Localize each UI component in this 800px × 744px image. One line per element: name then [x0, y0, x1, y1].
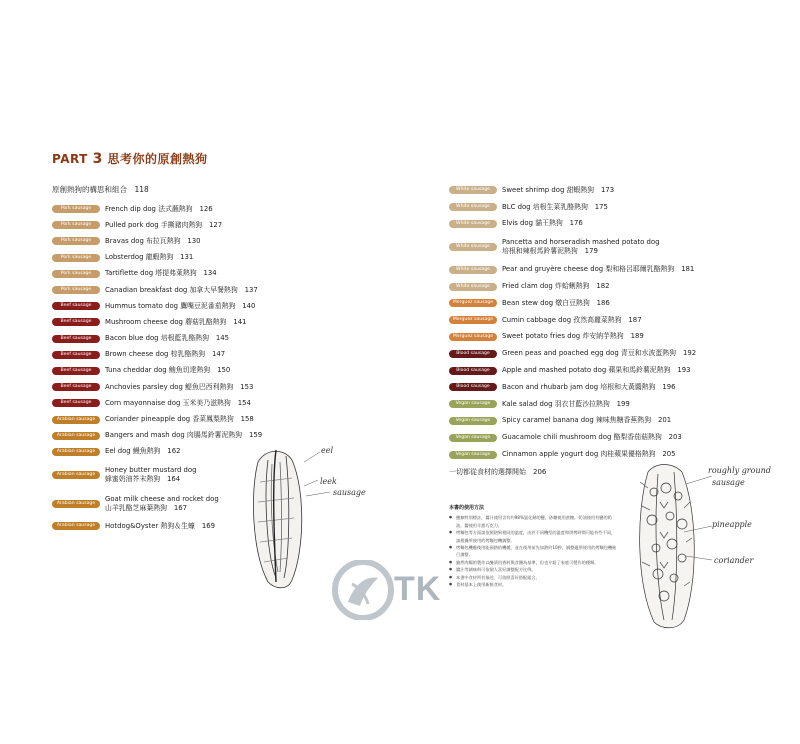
- sausage-badge: Beef sausage: [52, 367, 100, 375]
- toc-entry-text: Bean stew dog 燉白豆熱狗 186: [502, 298, 610, 307]
- toc-entry: [52, 282, 382, 298]
- toc-entry: [449, 396, 779, 413]
- note-item: ● 本書中食材所有描述，可依照喜好搭配組合。: [449, 574, 619, 581]
- sausage-badge: Merguez sausage: [449, 333, 497, 341]
- part-number: 3: [92, 151, 103, 167]
- toc-entry: [52, 411, 382, 427]
- toc-entry: [52, 298, 382, 314]
- notes-list: [449, 514, 619, 588]
- sausage-badge: Pork sausage: [52, 286, 100, 294]
- toc-entry-text: Fried clam dog 炸蛤蜊熱狗 182: [502, 282, 610, 291]
- sausage-badge: Arabian sausage: [52, 500, 100, 508]
- note-item: ● 烤麵包等方面請依照熱狗相同的溫度，由於不同機型的溫度和烘烤時間可能有些不同，請根據所使用的烤麵包機調整。: [449, 529, 619, 544]
- part-title: 思考你的原創熱狗: [107, 152, 208, 166]
- toc-entry-text: Canadian breakfast dog 加拿大早餐熱狗 137: [105, 285, 258, 294]
- toc-entry: [52, 233, 382, 249]
- toc-entry-text: Tartiflette dog 塔提弗萊熱狗 134: [105, 269, 217, 278]
- sausage-badge: Vegan sausage: [449, 400, 497, 408]
- toc-entry-text: Cumin cabbage dog 孜然高麗菜熱狗 187: [502, 315, 642, 324]
- sausage-badge: Arabian sausage: [52, 416, 100, 424]
- sausage-badge: Arabian sausage: [52, 432, 100, 440]
- page-title: [52, 150, 208, 167]
- watermark-text: TK: [394, 570, 442, 608]
- label-leek: leek: [320, 477, 337, 486]
- sausage-badge: Vegan sausage: [449, 417, 497, 425]
- sausage-badge: Pork sausage: [52, 270, 100, 278]
- toc-entry-text: Mushroom cheese dog 蘑菇乳酪熱狗 141: [105, 317, 247, 326]
- right-toc-column: [449, 182, 779, 463]
- toc-entry-text: Pulled pork dog 手撕豬肉熱狗 127: [105, 220, 223, 229]
- sausage-badge: Pork sausage: [52, 205, 100, 213]
- leader-lines: [302, 450, 332, 500]
- toc-entry-text: Hotdog&Oyster 熱狗＆生蠔 169: [105, 521, 215, 530]
- toc-entry: [449, 232, 779, 261]
- sausage-badge: Beef sausage: [52, 335, 100, 343]
- sausage-badge: Vegan sausage: [449, 451, 497, 459]
- usage-notes: [449, 505, 619, 588]
- sausage-badge: Beef sausage: [52, 383, 100, 391]
- toc-entry: [449, 329, 779, 346]
- part-label: PART: [52, 152, 88, 166]
- toc-entry-text: Cinnamon apple yogurt dog 肉桂蘋果優格熱狗 205: [502, 450, 676, 459]
- label-eel: eel: [321, 446, 334, 455]
- sausage-badge: White sausage: [449, 186, 497, 194]
- toc-entry-text: Green peas and poached egg dog 青豆和水波蛋熱狗 192: [502, 349, 697, 358]
- toc-entry: [449, 413, 779, 430]
- toc-entry: [52, 217, 382, 233]
- toc-entry-text: Guacamole chili mushroom dog 酪梨香茄菇熱狗 203: [502, 433, 682, 442]
- label-coriander: coriander: [714, 556, 754, 565]
- toc-entry-text: Anchovies parsley dog 鯷魚巴西利熱狗 153: [105, 382, 254, 391]
- toc-entry: [449, 216, 779, 233]
- toc-entry: [52, 518, 382, 534]
- toc-entry: [449, 345, 779, 362]
- toc-entry-text: French dip dog 法式蘸熱狗 126: [105, 204, 213, 213]
- toc-entry-text: Corn mayonnaise dog 玉米美乃滋熱狗 154: [105, 398, 251, 407]
- toc-entry-text: Bangers and mash dog 肉腸馬鈴薯泥熱狗 159: [105, 431, 263, 440]
- note-item: ● 雖然肉腸的製作以醃漬用香料與食鹽為基準，但也介紹了家庭可製作的種類。: [449, 559, 619, 566]
- sausage-badge: Vegan sausage: [449, 434, 497, 442]
- toc-entry-text: Tuna cheddar dog 鮪魚切達熱狗 150: [105, 366, 231, 375]
- toc-entry-text: Goat milk cheese and rocket dog 山羊乳酪芝麻葉熱狗 167: [105, 494, 219, 512]
- toc-entry-text: Brown cheese dog 棕乳酪熱狗 147: [105, 350, 226, 359]
- toc-entry-text: Eel dog 鰻魚熱狗 162: [105, 447, 181, 456]
- toc-entry-text: Bacon blue dog 培根藍乳酪熱狗 145: [105, 334, 230, 343]
- toc-entry: [449, 278, 779, 295]
- toc-entry-text: Sweet potato fries dog 炸安納芋熱狗 189: [502, 332, 644, 341]
- sausage-badge: Beef sausage: [52, 351, 100, 359]
- label-roughly-ground-sausage: sausage: [712, 478, 745, 487]
- sausage-badge: White sausage: [449, 243, 497, 251]
- toc-entry: [449, 199, 779, 216]
- sausage-badge: Arabian sausage: [52, 471, 100, 479]
- toc-entry-text: Elvis dog 貓王熱狗 176: [502, 219, 583, 228]
- sausage-badge: Blood sausage: [449, 383, 497, 391]
- label-roughly-ground: roughly ground: [708, 466, 771, 475]
- note-item: ● 醬汁等調味料可依個人喜好調整配方比例。: [449, 566, 619, 573]
- sausage-badge: Blood sausage: [449, 367, 497, 375]
- toc-entry: [52, 347, 382, 363]
- sausage-badge: Merguez sausage: [449, 316, 497, 324]
- notes-title: 本書的使用方法: [449, 505, 485, 511]
- toc-entry: [52, 428, 382, 444]
- sausage-badge: White sausage: [449, 283, 497, 291]
- note-item: ● 烤麵包機應使用能預熱的機種，並在使用前先加熱約10秒，調整適所使用的烤麵包機進行調整。: [449, 544, 619, 559]
- toc-entry: [449, 429, 779, 446]
- toc-entry: [52, 331, 382, 347]
- toc-entry-text: Honey butter mustard dog 蜂蜜奶油芥末熱狗 164: [105, 465, 197, 483]
- sausage-badge: Pork sausage: [52, 254, 100, 262]
- sausage-badge: Merguez sausage: [449, 299, 497, 307]
- toc-entry-text: Sweet shrimp dog 甜蝦熱狗 173: [502, 185, 615, 194]
- toc-entry-text: Apple and mashed potato dog 蘋果和馬鈴薯泥熱狗 193: [502, 366, 691, 375]
- toc-entry: [449, 362, 779, 379]
- label-sausage: sausage: [333, 488, 366, 497]
- toc-entry: [449, 446, 779, 463]
- toc-entry: [52, 314, 382, 330]
- sausage-badge: Arabian sausage: [52, 522, 100, 530]
- toc-entry-text: Lobsterdog 龍蝦熱狗 131: [105, 253, 194, 262]
- note-item: ● 鹽無特別標註，醬汁使用含有約98%氯化鈉的鹽，砂糖使用蔗糖。奶油使用有鹽的奶油，醬使用半甜巧克力。: [449, 514, 619, 529]
- sausage-badge: Pork sausage: [52, 221, 100, 229]
- sausage-badge: Beef sausage: [52, 399, 100, 407]
- toc-entry: [52, 266, 382, 282]
- toc-entry: [52, 250, 382, 266]
- toc-entry-text: Bravas dog 布拉瓦熱狗 130: [105, 236, 201, 245]
- toc-entry-text: Coriander pineapple dog 香菜鳳梨熱狗 158: [105, 415, 254, 424]
- toc-entry-text: Bacon and rhubarb jam dog 培根和大黃醬熱狗 196: [502, 382, 676, 391]
- sausage-badge: Blood sausage: [449, 350, 497, 358]
- sausage-badge: Beef sausage: [52, 318, 100, 326]
- toc-entry: [52, 379, 382, 395]
- toc-entry: [449, 261, 779, 278]
- note-item: ● 食材基本上使用新鮮食材。: [449, 581, 619, 588]
- toc-entry: [449, 379, 779, 396]
- toc-entry: [449, 182, 779, 199]
- sausage-badge: Arabian sausage: [52, 448, 100, 456]
- toc-entry-text: Pancetta and horseradish mashed potato dog 培根和辣根馬鈴薯泥熱狗 179: [502, 237, 660, 255]
- toc-entry-text: Pear and gruyère cheese dog 梨和格呂耶爾乳酪熱狗 181: [502, 265, 695, 274]
- toc-entry-text: BLC dog 培根生菜乳酪熱狗 175: [502, 202, 608, 211]
- right-leader-lines: [680, 470, 714, 565]
- toc-entry: [449, 312, 779, 329]
- sausage-badge: White sausage: [449, 203, 497, 211]
- toc-entry: [449, 295, 779, 312]
- toc-entry-text: Hummus tomato dog 鷹嘴豆泥番茄熱狗 140: [105, 301, 256, 310]
- toc-entry-text: Kale salad dog 羽衣甘藍沙拉熱狗 199: [502, 399, 630, 408]
- endnote-entry: 一切都從食材的選擇開始 206: [449, 468, 547, 476]
- toc-entry: [52, 201, 382, 217]
- label-pineapple: pineapple: [712, 520, 752, 529]
- sausage-badge: White sausage: [449, 220, 497, 228]
- toc-entry-text: Spicy caramel banana dog 辣味焦糖香蕉熱狗 201: [502, 416, 672, 425]
- toc-entry: [52, 395, 382, 411]
- sausage-badge: Beef sausage: [52, 302, 100, 310]
- sausage-badge: White sausage: [449, 266, 497, 274]
- sausage-badge: Pork sausage: [52, 237, 100, 245]
- toc-entry: [52, 363, 382, 379]
- intro-entry: 原創熱狗的構思和組合 118: [52, 185, 149, 194]
